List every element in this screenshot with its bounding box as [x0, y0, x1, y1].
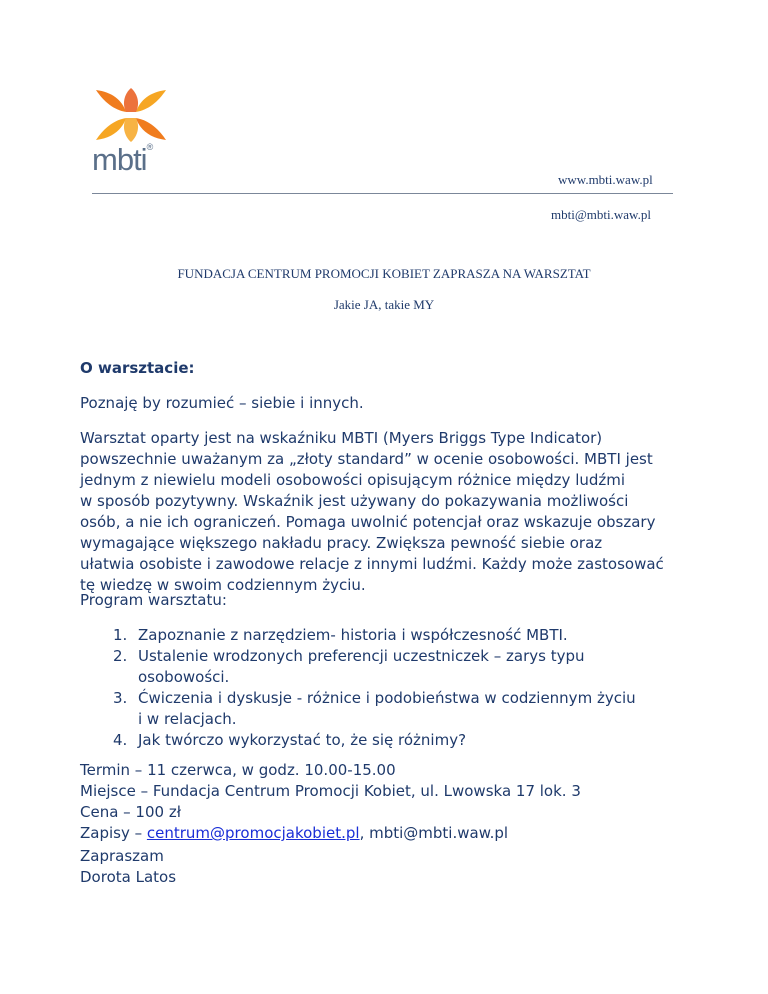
- description-line: wymagające większego nakładu pracy. Zwiększa pewność siebie oraz: [80, 534, 603, 552]
- program-item-text: Jak twórczo wykorzystać to, że się różnimy?: [138, 731, 467, 749]
- about-tagline: Poznaję by rozumieć – siebie i innych.: [80, 394, 364, 412]
- signup-prefix: Zapisy –: [80, 824, 147, 842]
- description-line: powszechnie uważanym za „złoty standard” w ocenie osobowości. MBTI jest: [80, 450, 653, 468]
- program-item-text: Ćwiczenia i dyskusje - różnice i podobieństwa w codziennym życiu: [138, 689, 636, 707]
- description-line: jednym z niewielu modeli osobowości opisującym różnice między ludźmi: [80, 471, 626, 489]
- logo-wordmark: mbti®: [92, 142, 153, 177]
- description-line: w sposób pozytywny. Wskaźnik jest używany do pokazywania możliwości: [80, 492, 629, 510]
- about-heading: O warsztacie:: [80, 359, 195, 377]
- program-item-text: Ustalenie wrodzonych preferencji uczestniczek – zarys typu: [138, 647, 585, 665]
- program-item-number: 2.: [113, 647, 128, 665]
- description-line: Warsztat oparty jest na wskaźniku MBTI (Myers Briggs Type Indicator): [80, 429, 603, 447]
- about-description: [80, 428, 690, 596]
- event-place: Miejsce – Fundacja Centrum Promocji Kobiet, ul. Lwowska 17 lok. 3: [80, 782, 581, 800]
- header-divider: [92, 193, 673, 194]
- header-website: www.mbti.waw.pl: [558, 172, 653, 187]
- program-item: [80, 688, 680, 730]
- program-list: [80, 625, 680, 751]
- program-item-text: osobowości.: [138, 668, 230, 686]
- signature-name: Dorota Latos: [80, 868, 177, 886]
- closing: [80, 846, 690, 888]
- description-line: tę wiedzę w swoim codziennym życiu.: [80, 576, 366, 594]
- mbti-logo-mark-icon: [92, 86, 170, 144]
- event-details: [80, 760, 690, 844]
- mbti-logo: [92, 86, 170, 180]
- invitation-subtitle: Jakie JA, takie MY: [333, 297, 435, 312]
- program-item-number: 3.: [113, 689, 128, 707]
- program-heading: Program warsztatu:: [80, 591, 227, 609]
- event-price: Cena – 100 zł: [80, 803, 181, 821]
- program-item: [80, 625, 680, 646]
- invitation-title: FUNDACJA CENTRUM PROMOCJI KOBIET ZAPRASZA NA WARSZTAT: [177, 266, 591, 281]
- description-line: ułatwia osobiste i zawodowe relacje z innymi ludźmi. Każdy może zastosować: [80, 555, 664, 573]
- signup-suffix: , mbti@mbti.waw.pl: [359, 824, 509, 842]
- program-item: [80, 730, 680, 751]
- program-item-text: i w relacjach.: [138, 710, 237, 728]
- program-item: [80, 646, 680, 688]
- header-email: mbti@mbti.waw.pl: [551, 207, 651, 222]
- closing-invite: Zapraszam: [80, 847, 164, 865]
- signup-email-link[interactable]: centrum@promocjakobiet.pl: [146, 824, 360, 842]
- event-signup: [80, 823, 690, 844]
- event-term: Termin – 11 czerwca, w godz. 10.00-15.00: [80, 761, 396, 779]
- description-line: osób, a nie ich ograniczeń. Pomaga uwolnić potencjał oraz wskazuje obszary: [80, 513, 656, 531]
- program-item-text: Zapoznanie z narzędziem- historia i współczesność MBTI.: [138, 626, 568, 644]
- program-item-number: 4.: [113, 731, 128, 749]
- program-item-number: 1.: [113, 626, 128, 644]
